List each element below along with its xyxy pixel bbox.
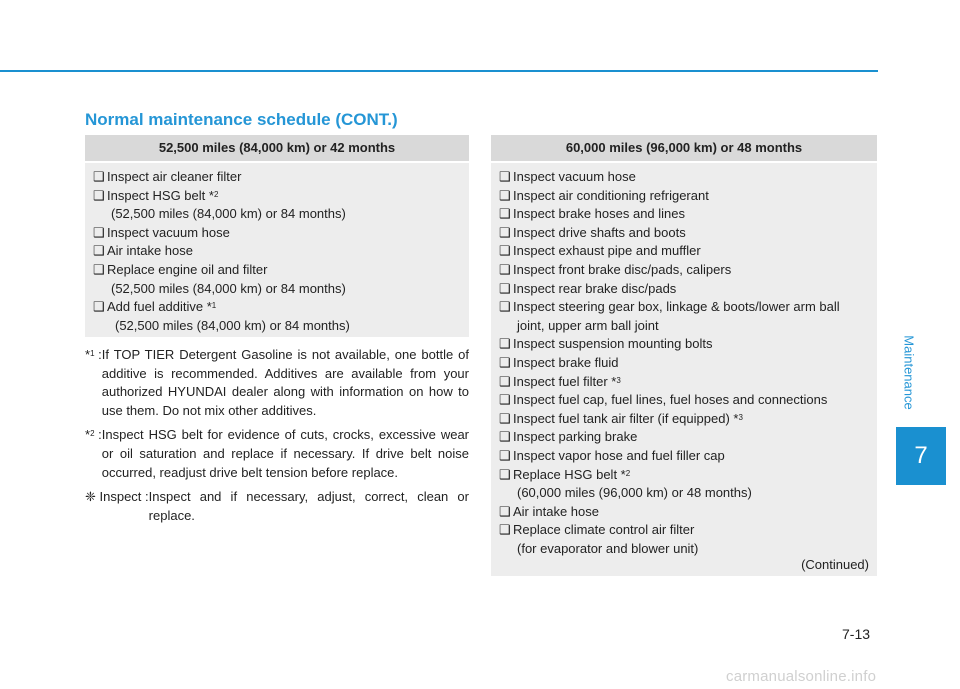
chapter-tab-label bbox=[898, 325, 920, 420]
footnote-mark: *$^1$ : bbox=[85, 347, 102, 362]
footnote bbox=[85, 346, 469, 420]
checkbox-icon: ❑ bbox=[499, 224, 511, 240]
schedule-box-52500 bbox=[85, 135, 469, 337]
checklist-item-text: Air intake hose bbox=[513, 503, 599, 519]
footnote-mark: *$^2$ : bbox=[85, 427, 102, 443]
continued-label: (Continued) bbox=[801, 557, 869, 572]
checkbox-icon: ❑ bbox=[499, 169, 511, 184]
checklist-item bbox=[499, 242, 869, 261]
schedule-items bbox=[491, 163, 877, 558]
schedule-box-60000 bbox=[491, 135, 877, 576]
checklist-subtext: joint, upper arm ball joint bbox=[517, 317, 659, 333]
footnote bbox=[85, 426, 469, 482]
checkbox-icon: ❑ bbox=[93, 299, 105, 315]
schedule-header: 60,000 miles (96,000 km) or 48 months bbox=[491, 135, 877, 163]
checkbox-icon: ❑ bbox=[499, 299, 511, 315]
checkbox-icon: ❑ bbox=[93, 261, 105, 277]
checklist-item-text: Inspect air conditioning refrigerant bbox=[513, 187, 709, 203]
checklist-item-text: Inspect steering gear box, linkage & boots/lower arm ball bbox=[513, 299, 840, 315]
checklist-item bbox=[499, 373, 869, 392]
checklist-item-text: Inspect drive shafts and boots bbox=[513, 224, 686, 240]
checklist-item-text: Inspect exhaust pipe and muffler bbox=[513, 243, 701, 259]
checklist-item-text: Inspect brake fluid bbox=[513, 354, 619, 370]
checklist-item-text: Inspect air cleaner filter bbox=[107, 169, 242, 184]
footnote-ref: 3 bbox=[616, 375, 621, 385]
footnote-number: 2 bbox=[90, 429, 95, 439]
checkbox-icon: ❑ bbox=[499, 336, 511, 352]
checkbox-icon: ❑ bbox=[93, 169, 105, 184]
checklist-item bbox=[499, 224, 869, 243]
checkbox-icon: ❑ bbox=[499, 187, 511, 203]
chapter-name: Maintenance bbox=[901, 335, 917, 410]
checkbox-icon: ❑ bbox=[499, 243, 511, 259]
checklist-item bbox=[93, 168, 461, 187]
checklist-subtext: (for evaporator and blower unit) bbox=[517, 540, 699, 556]
checklist-item bbox=[499, 280, 869, 299]
checklist-item-text: Inspect rear brake disc/pads bbox=[513, 280, 677, 296]
checklist-item-text: Air intake hose bbox=[107, 243, 193, 259]
checklist-item-text: Inspect brake hoses and lines bbox=[513, 206, 685, 222]
checklist-item-text: Inspect front brake disc/pads, calipers bbox=[513, 261, 732, 277]
checkbox-icon: ❑ bbox=[499, 373, 511, 389]
checkbox-icon: ❑ bbox=[499, 354, 511, 370]
top-rule bbox=[0, 70, 878, 72]
checkbox-icon: ❑ bbox=[499, 447, 511, 463]
checklist-item bbox=[499, 335, 869, 354]
checklist-item-text: Inspect suspension mounting bolts bbox=[513, 336, 713, 352]
checklist-item-text: Replace HSG belt * bbox=[513, 466, 626, 482]
checklist-item bbox=[93, 187, 461, 206]
checklist-item-text: Inspect fuel cap, fuel lines, fuel hoses and connections bbox=[513, 392, 828, 408]
footnote-ref: 2 bbox=[625, 468, 631, 478]
checklist-item-text: Inspect fuel tank air filter (if equipped) * bbox=[513, 410, 739, 426]
checklist-item-text: Inspect vacuum hose bbox=[513, 169, 636, 184]
checklist-item-text: Inspect parking brake bbox=[513, 429, 638, 445]
checklist-item-text: Inspect vacuum hose bbox=[107, 224, 230, 240]
checkbox-icon: ❑ bbox=[93, 224, 105, 240]
checklist-subtext: (52,500 miles (84,000 km) or 84 months) bbox=[115, 317, 350, 333]
footnote-text: Inspect and if necessary, adjust, correct, clean or replace. bbox=[148, 489, 469, 523]
checklist-item bbox=[499, 391, 869, 410]
checklist-item bbox=[499, 466, 869, 485]
checkbox-icon: ❑ bbox=[93, 187, 105, 203]
checklist-item-text: Replace engine oil and filter bbox=[107, 261, 268, 277]
footnote-number: 1 bbox=[90, 349, 95, 358]
schedule-header: 52,500 miles (84,000 km) or 42 months bbox=[85, 135, 469, 163]
footnotes bbox=[85, 346, 469, 531]
checklist-item bbox=[93, 261, 461, 280]
schedule-items bbox=[85, 163, 469, 335]
checkbox-icon: ❑ bbox=[499, 522, 511, 538]
checklist-item bbox=[499, 428, 869, 447]
checklist-item bbox=[93, 298, 461, 317]
checklist-subtext: (52,500 miles (84,000 km) or 84 months) bbox=[111, 280, 346, 296]
footnote bbox=[85, 488, 469, 525]
checklist-item bbox=[499, 354, 869, 373]
footnote-ref: 3 bbox=[738, 412, 743, 422]
checklist-subtext: (52,500 miles (84,000 km) or 84 months) bbox=[111, 206, 346, 222]
checkbox-icon: ❑ bbox=[499, 261, 511, 277]
checklist-item-text: Inspect HSG belt * bbox=[107, 187, 214, 203]
checklist-item bbox=[499, 187, 869, 206]
checklist-item bbox=[499, 205, 869, 224]
checklist-item bbox=[499, 168, 869, 187]
checklist-item bbox=[93, 242, 461, 261]
checklist-item bbox=[93, 224, 461, 243]
footnote-ref: 1 bbox=[211, 301, 217, 311]
checklist-item-text: Inspect vapor hose and fuel filler cap bbox=[513, 447, 725, 463]
section-title: Normal maintenance schedule (CONT.) bbox=[85, 110, 398, 129]
checkbox-icon: ❑ bbox=[499, 280, 511, 296]
footnote-text: If TOP TIER Detergent Gasoline is not available, one bottle of additive is recommended. Additives are available from your authorized HYUNDAI dealer along with information on how to use them. Do not mix other additives. bbox=[101, 347, 469, 418]
footnote-ref: 2 bbox=[213, 189, 219, 199]
checkbox-icon: ❑ bbox=[499, 206, 511, 222]
page-number: 7-13 bbox=[842, 626, 871, 642]
footnote-mark: ❈ Inspect : bbox=[85, 489, 149, 505]
checklist-item bbox=[499, 298, 869, 317]
checkbox-icon: ❑ bbox=[499, 410, 511, 426]
checkbox-icon: ❑ bbox=[93, 243, 105, 259]
checklist-item bbox=[499, 447, 869, 466]
checklist-item-text: Add fuel additive * bbox=[107, 299, 212, 315]
checklist-item bbox=[499, 521, 869, 540]
checkbox-icon: ❑ bbox=[499, 392, 511, 408]
checkbox-icon: ❑ bbox=[499, 429, 511, 445]
checklist-item-text: Replace climate control air filter bbox=[513, 522, 695, 538]
footnote-text: Inspect HSG belt for evidence of cuts, crocks, excessive wear or oil saturation and replace if necessary. If drive belt noise occurred, readjust drive belt tension before replace. bbox=[101, 427, 469, 480]
chapter-number-box: 7 bbox=[896, 427, 946, 485]
checkbox-icon: ❑ bbox=[499, 466, 511, 482]
watermark: carmanualsonline.info bbox=[726, 668, 877, 685]
checkbox-icon: ❑ bbox=[499, 503, 511, 519]
checklist-item bbox=[499, 503, 869, 522]
checklist-item bbox=[499, 410, 869, 429]
checklist-subtext: (60,000 miles (96,000 km) or 48 months) bbox=[517, 485, 752, 501]
checklist-item bbox=[499, 261, 869, 280]
checklist-item-text: Inspect fuel filter * bbox=[513, 373, 617, 389]
